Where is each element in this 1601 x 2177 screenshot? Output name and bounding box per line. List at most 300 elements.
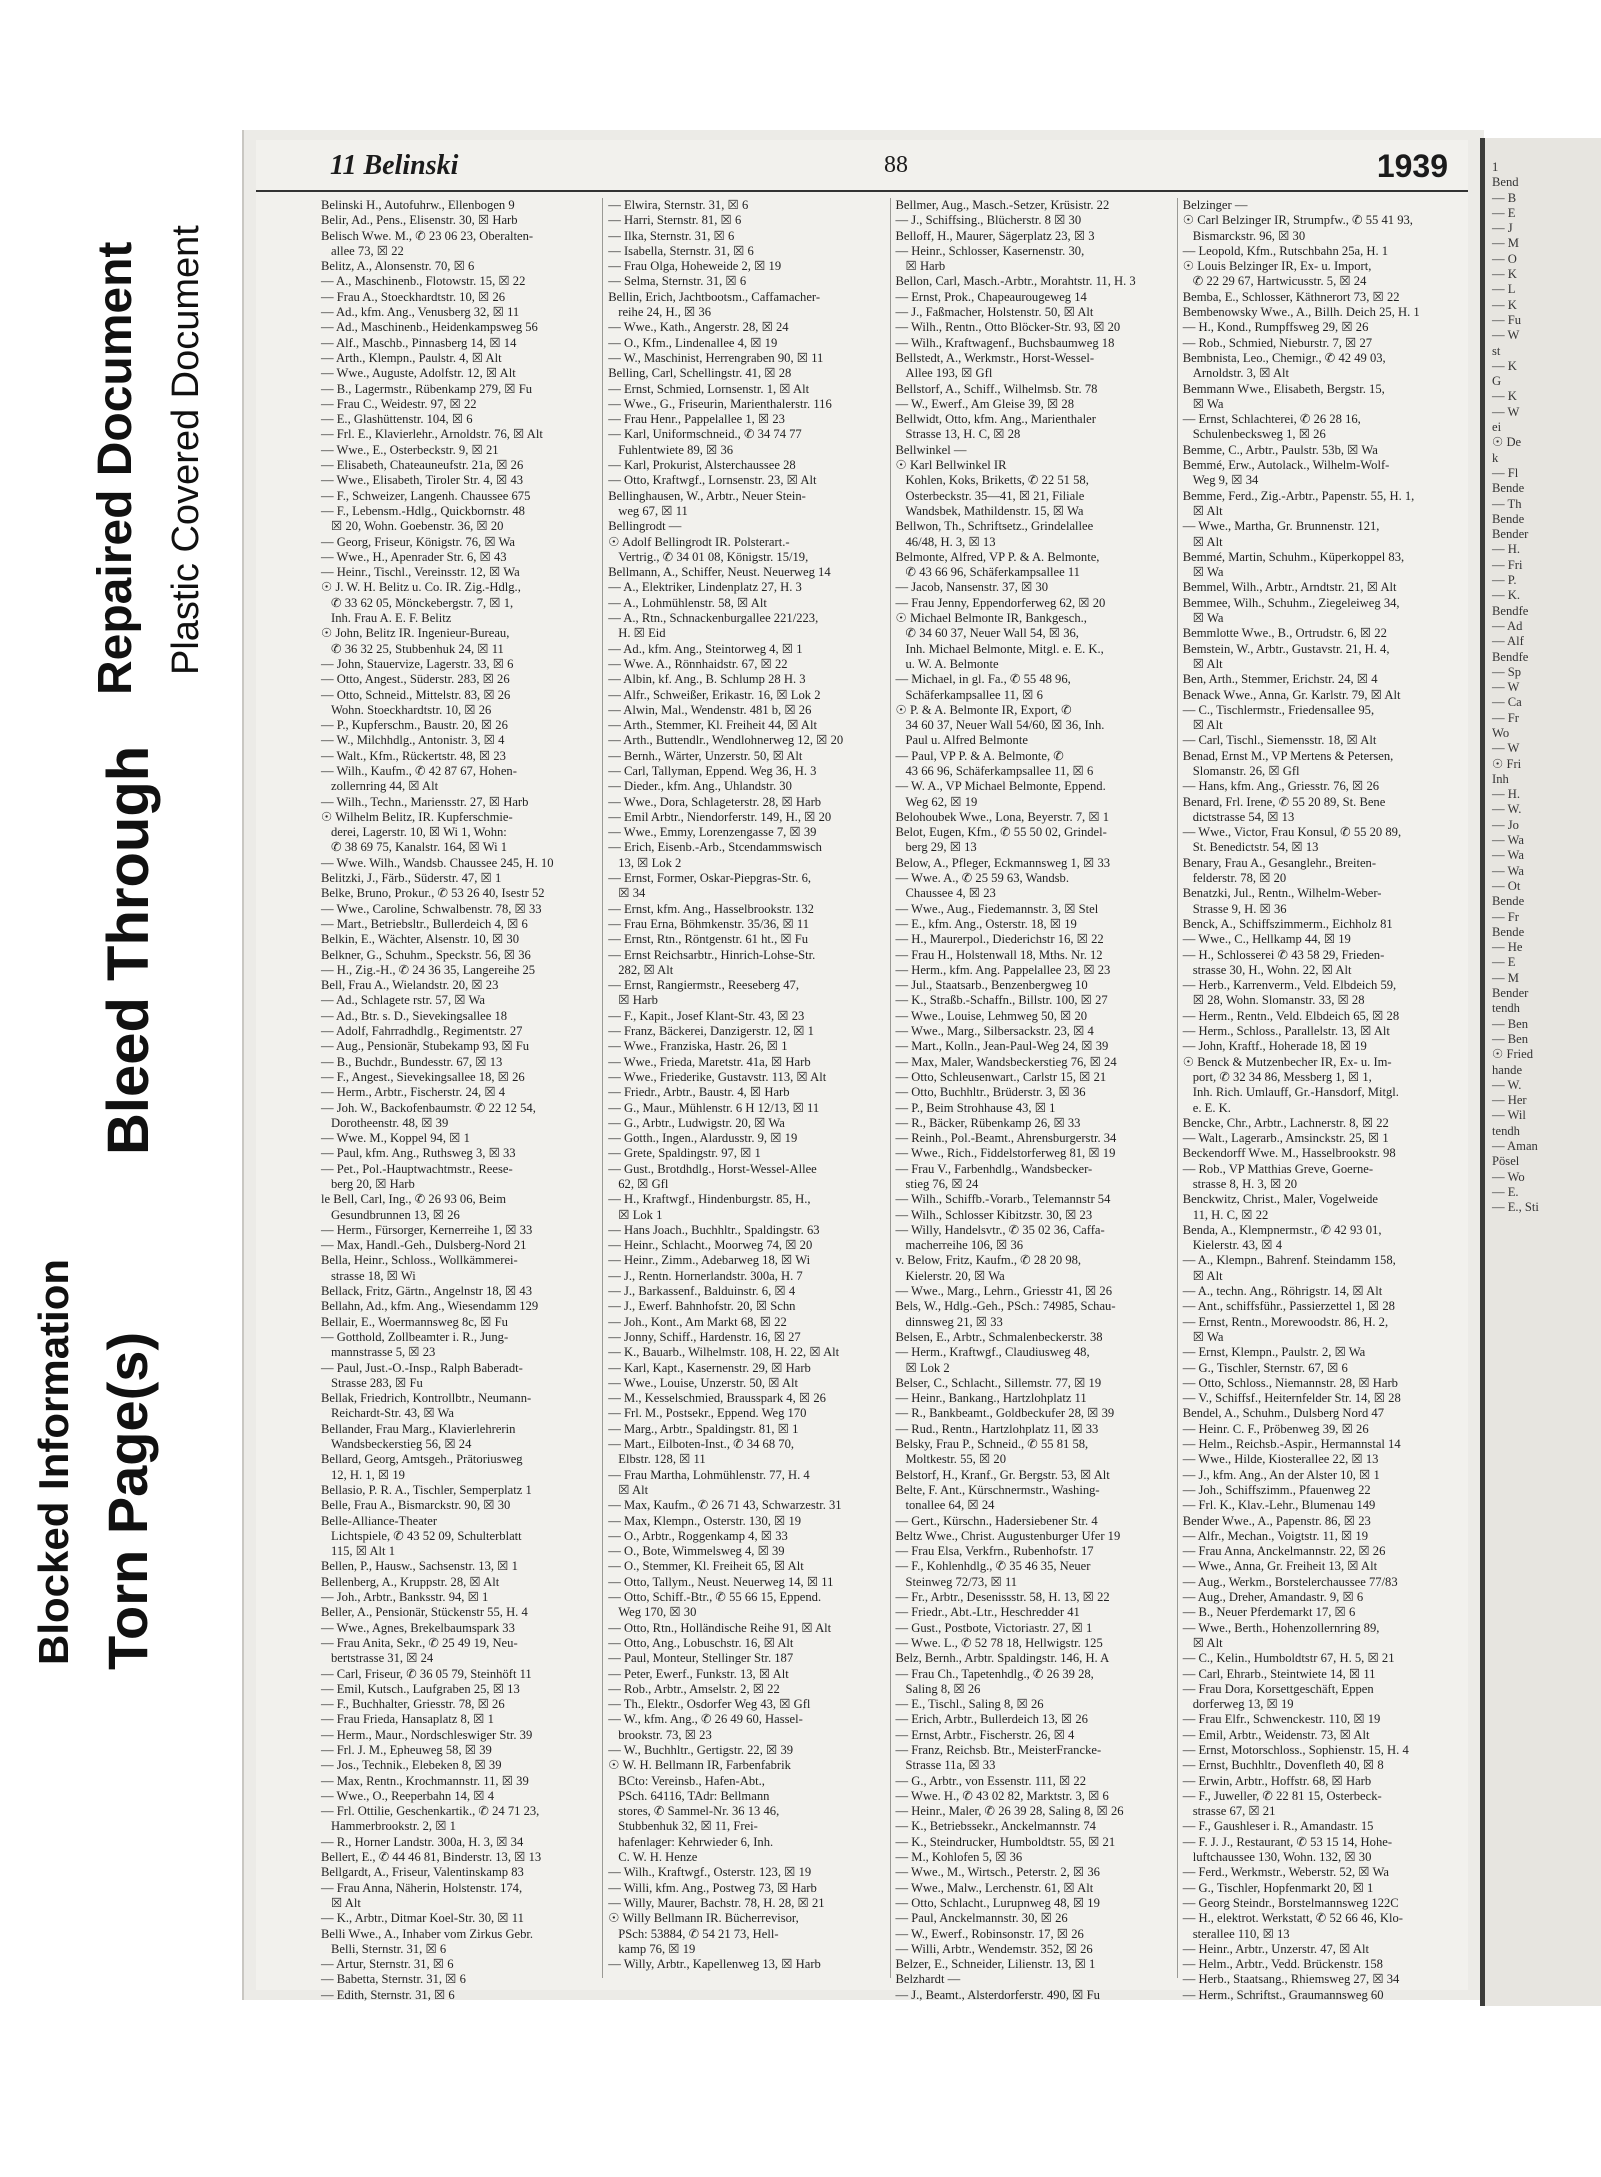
directory-entry-line: mannstrasse 5, ☒ 23 [331, 1345, 436, 1360]
adjacent-page-fragment: — Aman [1492, 1139, 1538, 1153]
directory-entry-line: Benack Wwe., Anna, Gr. Karlstr. 79, ☒ Alt [1182, 687, 1401, 702]
directory-entry-line: — Wwe., Malw., Lerchenstr. 61, ☒ Alt [895, 1880, 1094, 1895]
page-number: 88 [884, 152, 908, 178]
directory-entry-line: — Max, Handl.-Geh., Dulsberg-Nord 21 [321, 1238, 527, 1253]
directory-entry-line: — Gotthold, Zollbeamter i. R., Jung- [321, 1329, 509, 1344]
directory-entry-line: Belinski H., Autofuhrw., Ellenbogen 9 [321, 198, 515, 212]
column-4 [1178, 198, 1464, 2002]
directory-entry-line: Belke, Bruno, Prokur., ✆ 53 26 40, Isestr 52 [321, 886, 545, 901]
directory-entry-line: Bellard, Georg, Amtsgeh., Prätoriusweg [321, 1452, 523, 1467]
directory-entry-line: ☒ Lok 2 [905, 1360, 950, 1375]
directory-entry-line: bertstrasse 31, ☒ 24 [331, 1651, 434, 1666]
directory-entry-line: Moltkestr. 55, ☒ 20 [905, 1452, 1006, 1467]
directory-entry-line: — P., Beim Strohhause 43, ☒ 1 [895, 1100, 1056, 1115]
directory-entry-line: — Wwe. A., ✆ 25 59 63, Wandsb. [895, 871, 1069, 886]
directory-entry-line: — Aug., Pensionär, Stubekamp 93, ☒ Fu [321, 1039, 530, 1054]
directory-entry-line: — Wilh., Schiffb.-Vorarb., Telemannstr 54 [895, 1192, 1111, 1207]
directory-entry-line: weg 67, ☒ 11 [618, 503, 688, 518]
adjacent-page-fragment: — K [1492, 389, 1517, 404]
directory-entry-line: ☒ Alt [1192, 503, 1223, 518]
directory-entry-line: — Th., Elektr., Osdorfer Weg 43, ☒ Gfl [608, 1697, 811, 1712]
directory-entry-line: stieg 76, ☒ 24 [905, 1177, 979, 1191]
directory-entry-line: — K., Bauarb., Wilhelmstr. 108, H. 22, ☒ Alt [608, 1345, 840, 1360]
directory-entry-line: — Heinr., Arbtr., Unzerstr. 47, ☒ Alt [1182, 1941, 1369, 1956]
directory-entry-line: — Jul., Staatsarb., Benzenbergweg 10 [895, 978, 1088, 993]
directory-entry-line: — Herm., Maur., Nordschleswiger Str. 39 [321, 1727, 533, 1742]
directory-entry-line: 62, ☒ Gfl [618, 1177, 669, 1191]
directory-entry-line: Belli Wwe., A., Inhaber vom Zirkus Gebr. [321, 1926, 534, 1941]
directory-entry-line: Belitzki, J., Färb., Süderstr. 47, ☒ 1 [321, 871, 502, 886]
directory-entry-line: ☒ 20, Wohn. Goebenstr. 36, ☒ 20 [331, 519, 504, 534]
directory-entry-line: Paul u. Alfred Belmonte [905, 733, 1028, 748]
directory-entry-line: Belkin, E., Wächter, Alsenstr. 10, ☒ 30 [321, 932, 520, 947]
directory-entry-line: Bemmé, Erw., Autolack., Wilhelm-Wolf- [1182, 458, 1390, 473]
directory-entry-line: Chaussee 4, ☒ 23 [905, 886, 996, 901]
directory-entry-line: — Frau A., Stoeckhardtstr. 10, ☒ 26 [321, 289, 506, 304]
directory-entry-line: Wandsbek, Mathildenstr. 15, ☒ Wa [905, 503, 1084, 518]
adjacent-page-fragment: — L [1492, 282, 1516, 297]
directory-entry-line: — Wwe., Anna, Gr. Freiheit 13, ☒ Alt [1182, 1559, 1378, 1574]
adjacent-page-fragment: hande [1492, 1062, 1523, 1077]
adjacent-page-fragment: — P. [1492, 573, 1517, 588]
directory-entry-line: ☉ Carl Belzinger IR, Strumpfw., ✆ 55 41 93, [1182, 213, 1413, 228]
directory-entry-line: — A., Rtn., Schnackenburgallee 221/223, [608, 611, 819, 626]
adjacent-page-fragment: — E [1492, 955, 1516, 970]
adjacent-page-fragment: — Fr [1492, 909, 1519, 924]
directory-entry-line: Belloff, H., Maurer, Sägerplatz 23, ☒ 3 [895, 228, 1095, 243]
directory-entry-line: — Wwe., Caroline, Schwalbenstr. 78, ☒ 33 [321, 901, 542, 916]
directory-entry-line: — Ad., kfm. Ang., Steintorweg 4, ☒ 1 [608, 641, 803, 656]
directory-entry-line: — Jos., Technik., Elebeken 8, ☒ 39 [321, 1758, 502, 1773]
directory-entry-line: sterallee 110, ☒ 13 [1192, 1926, 1290, 1941]
directory-entry-line: — R., Horner Landstr. 300a, H. 3, ☒ 34 [321, 1834, 524, 1849]
directory-entry-line: Strasse 11a, ☒ 33 [905, 1758, 996, 1773]
directory-entry-line: — O., Bote, Wimmelsweg 4, ☒ 39 [608, 1544, 785, 1559]
directory-entry-line: — G., Tischler, Sternstr. 67, ☒ 6 [1182, 1360, 1348, 1375]
directory-entry-line: — Hans, kfm. Ang., Griesstr. 76, ☒ 26 [1182, 779, 1380, 794]
directory-entry-line: — J., Schiffsing., Blücherstr. 8 ☒ 30 [895, 213, 1082, 228]
directory-entry-line: — Otto, Buchhltr., Brüderstr. 3, ☒ 36 [895, 1085, 1086, 1100]
adjacent-page-fragment: — Ben [1492, 1031, 1529, 1046]
directory-entry-line: Dorotheenstr. 48, ☒ 39 [331, 1115, 449, 1130]
directory-entry-line: ☒ Wa [1192, 396, 1224, 411]
directory-entry-line: Belle, Frau A., Bismarckstr. 90, ☒ 30 [321, 1498, 511, 1513]
directory-entry-line: le Bell, Carl, Ing., ✆ 26 93 06, Beim [321, 1192, 507, 1207]
directory-entry-line: — B., Buchdr., Bundesstr. 67, ☒ 13 [321, 1054, 503, 1069]
directory-entry-line: — Herm., Kraftwgf., Claudiusweg 48, [895, 1345, 1090, 1360]
directory-entry-line: — E., Tischl., Saling 8, ☒ 26 [895, 1697, 1044, 1712]
directory-entry-line: Benary, Frau A., Gesanglehr., Breiten- [1182, 855, 1377, 870]
directory-entry-line: — Ernst, Motorschloss., Sophienstr. 15, H. 4 [1182, 1742, 1409, 1757]
directory-entry-line: 115, ☒ Alt 1 [331, 1544, 396, 1559]
directory-entry-line: Hammerbrookstr. 2, ☒ 1 [331, 1819, 456, 1834]
directory-entry-line: Bellstedt, A., Werkmstr., Horst-Wessel- [895, 350, 1095, 365]
directory-entry-line: ☉ Adolf Bellingrodt IR. Polsterart.- [608, 534, 790, 549]
directory-entry-line: St. Benedictstr. 54, ☒ 13 [1192, 840, 1319, 855]
directory-entry-line: — Max, Kaufm., ✆ 26 71 43, Schwarzestr. 31 [608, 1498, 842, 1513]
directory-entry-line: Inh. Michael Belmonte, Mitgl. e. E. K., [905, 641, 1104, 656]
directory-entry-line: Bellmer, Aug., Masch.-Setzer, Krüsistr. 22 [895, 198, 1110, 212]
directory-entry-line: — F. J. J., Restaurant, ✆ 53 15 14, Hohe- [1182, 1834, 1393, 1849]
directory-entry-line: allee 73, ☒ 22 [331, 243, 404, 258]
directory-entry-line: ✆ 36 32 25, Stubbenhuk 24, ☒ 11 [331, 641, 504, 656]
directory-entry-line: — Heinr., Tischl., Vereinsstr. 12, ☒ Wa [321, 565, 520, 580]
directory-entry-line: — Frau Elsa, Verkfrn., Rubenhofstr. 17 [895, 1544, 1094, 1559]
directory-entry-line: — Aug., Werkm., Borstelerchaussee 77/83 [1182, 1574, 1398, 1589]
adjacent-page-fragment: — He [1492, 940, 1523, 955]
directory-entry-line: — F., Kapit., Josef Klant-Str. 43, ☒ 23 [608, 1008, 805, 1023]
directory-entry-line: — Walt., Kfm., Rückertstr. 48, ☒ 23 [321, 748, 506, 763]
directory-entry-line: 13, ☒ Lok 2 [618, 855, 682, 870]
directory-entry-line: — Wwe. A., Rönnhaidstr. 67, ☒ 22 [608, 656, 788, 671]
directory-entry-line: — Herm., Fürsorger, Kernerreihe 1, ☒ 33 [321, 1222, 533, 1237]
directory-entry-line: Belsky, Frau P., Schneid., ✆ 55 81 58, [895, 1437, 1089, 1452]
directory-entry-line: — Emil, Kutsch., Laufgraben 25, ☒ 13 [321, 1681, 520, 1696]
directory-entry-line: — Wwe., Hilde, Kiosterallee 22, ☒ 13 [1182, 1452, 1379, 1467]
directory-entry-line: — Reinh., Pol.-Beamt., Ahrensburgerstr. 34 [895, 1131, 1117, 1146]
directory-entry-line: — O., Arbtr., Roggenkamp 4, ☒ 33 [608, 1528, 788, 1543]
directory-entry-line: PSch: 53884, ✆ 54 21 73, Hell- [618, 1926, 779, 1941]
directory-entry-line: — Frau Ch., Tapetenhdlg., ✆ 26 39 28, [895, 1666, 1094, 1681]
directory-entry-line: — J., Barkassenf., Balduinstr. 6, ☒ 4 [608, 1284, 796, 1299]
directory-entry-line: ☉ W. H. Bellmann IR, Farbenfabrik [608, 1758, 791, 1773]
directory-entry-line: — Willi, kfm. Ang., Postweg 73, ☒ Harb [608, 1880, 817, 1895]
directory-entry-line: — A., techn. Ang., Röhrigstr. 14, ☒ Alt [1182, 1284, 1383, 1299]
directory-entry-line: — Frau C., Weidestr. 97, ☒ 22 [321, 396, 477, 411]
adjacent-page-fragment: — Ben [1492, 1016, 1529, 1031]
adjacent-page-fragment: Pösel [1492, 1154, 1520, 1169]
directory-entry-line: — H., Schlosserei ✆ 43 58 29, Frieden- [1182, 947, 1385, 962]
directory-entry-line: ☉ John, Belitz IR. Ingenieur-Bureau, [321, 626, 510, 641]
directory-entry-line: Belli, Sternstr. 31, ☒ 6 [331, 1941, 447, 1956]
directory-entry-line: Bellander, Frau Marg., Klavierlehrerin [321, 1421, 516, 1436]
directory-entry-line: — Helm., Arbtr., Vedd. Brückenstr. 158 [1182, 1957, 1383, 1972]
directory-entry-line: Belsen, E., Arbtr., Schmalenbeckerstr. 38 [895, 1329, 1103, 1344]
directory-entry-line: — Arth., Buttendlr., Wendlohnerweg 12, ☒ 20 [608, 733, 844, 748]
directory-entry-line: Bellak, Friedrich, Kontrollbtr., Neumann- [321, 1391, 532, 1406]
directory-entry-line: — J., Faßmacher, Holstenstr. 50, ☒ Alt [895, 305, 1094, 320]
directory-entry-line: Bemme, Ferd., Zig.-Arbtr., Papenstr. 55, H. 1, [1182, 488, 1415, 503]
directory-entry-line: — W., Ewerf., Am Gleise 39, ☒ 28 [895, 396, 1074, 411]
adjacent-page-fragment: Bende [1492, 924, 1525, 939]
directory-entry-line: — Peter, Ewerf., Funkstr. 13, ☒ Alt [608, 1666, 789, 1681]
directory-entry-line: ☉ Willy Bellmann IR. Bücherrevisor, [608, 1911, 799, 1926]
directory-entry-line: — Ant., schiffsführ., Passierzettel 1, ☒ 28 [1182, 1299, 1395, 1314]
directory-entry-line: luftchaussee 130, Wohn. 132, ☒ 30 [1192, 1850, 1372, 1865]
directory-entry-line: Belstorf, H., Kranf., Gr. Bergstr. 53, ☒ Alt [895, 1467, 1110, 1482]
directory-entry-line: ☒ Harb [618, 993, 658, 1008]
directory-entry-line: — Jonny, Schiff., Hardenstr. 16, ☒ 27 [608, 1329, 801, 1344]
directory-entry-line: — H., Kraftwgf., Hindenburgstr. 85, H., [608, 1192, 811, 1207]
directory-entry-line: — Carl, Friseur, ✆ 36 05 79, Steinhöft 11 [321, 1666, 532, 1681]
directory-entry-line: — R., Bankbeamt., Goldbeckufer 28, ☒ 39 [895, 1406, 1115, 1421]
directory-entry-line: — Wwe., Auguste, Adolfstr. 12, ☒ Alt [321, 366, 516, 381]
directory-entry-line: — Wwe., Victor, Frau Konsul, ✆ 55 20 89, [1182, 825, 1402, 840]
directory-entry-line: ☒ Alt [1192, 718, 1223, 733]
directory-entry-line: — Herm., Rentn., Veld. Elbdeich 65, ☒ 28 [1182, 1008, 1400, 1023]
directory-entry-line: — Wwe., Aug., Fiedemannstr. 3, ☒ Stel [895, 901, 1099, 916]
adjacent-page-fragment: ☉ De [1492, 435, 1522, 450]
directory-entry-line: — Wilh., Kaufm., ✆ 42 87 67, Hohen- [321, 763, 517, 778]
directory-entry-line: Bellin, Erich, Jachtbootsm., Caffamacher- [608, 289, 821, 304]
adjacent-page-fragment: — M [1492, 236, 1519, 251]
directory-entry-line: ☒ Alt [1192, 1635, 1223, 1650]
directory-entry-line: — Wwe. M., Koppel 94, ☒ 1 [321, 1131, 470, 1146]
directory-entry-line: Bender Wwe., A., Papenstr. 86, ☒ 23 [1182, 1513, 1371, 1528]
directory-entry-line: — Willy, Maurer, Bachstr. 78, H. 28, ☒ 21 [608, 1895, 825, 1910]
directory-entry-line: ☉ Karl Bellwinkel IR [895, 458, 1007, 473]
directory-entry-line: — W., Ewerf., Robinsonstr. 17, ☒ 26 [895, 1926, 1084, 1941]
directory-entry-line: — Paul, Anckelmannstr. 30, ☒ 26 [895, 1911, 1068, 1926]
directory-entry-line: u. W. A. Belmonte [905, 656, 999, 671]
directory-entry-line: — Wwe., Frieda, Maretstr. 41a, ☒ Harb [608, 1054, 811, 1069]
directory-entry-line: ☉ J. W. H. Belitz u. Co. IR. Zig.-Hdlg., [321, 580, 521, 595]
directory-entry-line: — Elwira, Sternstr. 31, ☒ 6 [608, 198, 749, 212]
directory-entry-line: — B., Lagermstr., Rübenkamp 279, ☒ Fu [321, 381, 533, 396]
directory-entry-line: — R., Bäcker, Rübenkamp 26, ☒ 33 [895, 1115, 1081, 1130]
directory-entry-line: — Herm., Arbtr., Fischerstr. 24, ☒ 4 [321, 1085, 506, 1100]
directory-entry-line: — Ilka, Sternstr. 31, ☒ 6 [608, 228, 735, 243]
directory-entry-line: Arnoldstr. 3, ☒ Alt [1192, 366, 1290, 381]
directory-entry-line: — Wwe., Louise, Lehmweg 50, ☒ 20 [895, 1008, 1088, 1023]
directory-entry-line: Benard, Frl. Irene, ✆ 55 20 89, St. Bene [1182, 794, 1386, 809]
directory-entry-line: — G., Arbtr., von Essenstr. 111, ☒ 22 [895, 1773, 1087, 1788]
directory-entry-line: strasse 8, H. 3, ☒ 20 [1192, 1177, 1298, 1191]
directory-entry-line: — Wwe., Emmy, Lorenzengasse 7, ☒ 39 [608, 825, 817, 840]
adjacent-page-fragment: Bender [1492, 986, 1529, 1001]
directory-entry-line: ☒ Alt [618, 1482, 649, 1497]
directory-entry-line: Belz, Bernh., Arbtr. Spaldingstr. 146, H. A [895, 1651, 1110, 1666]
adjacent-page-fragment: Bende [1492, 894, 1525, 909]
directory-entry-line: port, ✆ 32 34 86, Messberg 1, ☒ 1, [1192, 1069, 1372, 1084]
directory-entry-line: — M., Kesselschmied, Brausspark 4, ☒ 26 [608, 1391, 826, 1406]
directory-entry-line: macherreihe 106, ☒ 36 [905, 1238, 1024, 1253]
directory-entry-line: — Wwe., E., Osterbeckstr. 9, ☒ 21 [321, 442, 499, 457]
directory-entry-line: — Carl, Tischl., Siemensstr. 18, ☒ Alt [1182, 733, 1377, 748]
directory-entry-line: e. E. K. [1192, 1100, 1231, 1115]
directory-entry-line: — Ernst, Buchhltr., Dovenfleth 40, ☒ 8 [1182, 1758, 1384, 1773]
directory-entry-line: Bellwidt, Otto, kfm. Ang., Marienthaler [895, 412, 1096, 427]
adjacent-page-fragment: — W [1492, 404, 1520, 419]
directory-entry-line: — Frau Anna, Anckelmannstr. 22, ☒ 26 [1182, 1544, 1386, 1559]
directory-entry-line: — Aug., Dreher, Amandastr. 9, ☒ 6 [1182, 1590, 1364, 1605]
directory-entry-line: Weg 62, ☒ 19 [905, 794, 978, 809]
directory-entry-line: Inh. Rich. Umlauff, Gr.-Hansdorf, Mitgl. [1192, 1085, 1399, 1100]
directory-entry-line: PSch. 64116, TAdr: Bellmann [618, 1788, 770, 1803]
adjacent-page-fragment: — Wa [1492, 848, 1524, 863]
directory-entry-line: — Rob., Arbtr., Amselstr. 2, ☒ 22 [608, 1681, 780, 1696]
running-head: 11 Belinski [330, 150, 459, 181]
adjacent-page-fragment: tendh [1492, 1123, 1520, 1138]
directory-entry-line: Bemmee, Wilh., Schuhm., Ziegeleiweg 34, [1182, 595, 1400, 610]
directory-entry-line: Bellen, P., Hausw., Sachsenstr. 13, ☒ 1 [321, 1559, 518, 1574]
directory-entry-line: ☒ Wa [1192, 611, 1224, 626]
adjacent-page-fragment: 1 [1492, 160, 1499, 174]
directory-entry-line: — Erich, Eisenb.-Arb., Stcendammswisch [608, 840, 822, 855]
directory-entry-line: Belitz, A., Alonsenstr. 70, ☒ 6 [321, 259, 475, 274]
directory-entry-line: Belser, C., Schlacht., Sillemstr. 77, ☒ 19 [895, 1375, 1102, 1390]
directory-entry-line: Benck, A., Schiffszimmerm., Eichholz 81 [1182, 916, 1393, 931]
page-header [256, 140, 1468, 192]
directory-entry-line: — W., Buchhltr., Gertigstr. 22, ☒ 39 [608, 1742, 794, 1757]
directory-entry-line: ☒ Alt [1192, 1268, 1223, 1283]
bleed-through-stamp: Bleed Through [96, 745, 161, 1155]
directory-entry-line: ☒ 28, Wohn. Slomanstr. 33, ☒ 28 [1192, 993, 1365, 1008]
directory-page [256, 140, 1468, 2002]
adjacent-page-fragment: — Ca [1492, 695, 1522, 710]
directory-entry-line: Beller, A., Pensionär, Stückenstr 55, H. 4 [321, 1605, 528, 1620]
directory-entry-line: — Fr., Arbtr., Desenissstr. 58, H. 13, ☒ 22 [895, 1590, 1110, 1605]
directory-entry-line: — A., Klempn., Bahrenf. Steindamm 158, [1182, 1253, 1396, 1268]
directory-entry-line: Osterbeckstr. 35—41, ☒ 21, Filiale [905, 488, 1085, 503]
year-label: 1939 [1376, 148, 1448, 184]
directory-entry-line: — Frl. J. M., Epheuweg 58, ☒ 39 [321, 1742, 492, 1757]
directory-entry-line: Wandsbeckerstieg 56, ☒ 24 [331, 1437, 472, 1452]
adjacent-page-fragment: — Ad [1492, 618, 1523, 633]
directory-entry-line: Strasse 283, ☒ Fu [331, 1375, 423, 1390]
directory-entry-line: — Max, Maler, Wandsbeckerstieg 76, ☒ 24 [895, 1054, 1117, 1069]
directory-entry-line: — Wwe., Rich., Fiddelstorferweg 81, ☒ 19 [895, 1146, 1116, 1161]
directory-entry-line: — Alfr., Mechan., Voigtstr. 11, ☒ 19 [1182, 1528, 1369, 1543]
directory-entry-line: — K., Steindrucker, Humboldtstr. 55, ☒ 21 [895, 1834, 1116, 1849]
directory-entry-line: — Ernst, Rtn., Röntgenstr. 61 ht., ☒ Fu [608, 932, 809, 947]
directory-entry-line: — W., kfm. Ang., ✆ 26 49 60, Hassel- [608, 1712, 803, 1727]
directory-entry-line: — Hans Joach., Buchhltr., Spaldingstr. 63 [608, 1222, 820, 1237]
directory-entry-line: — Paul, VP P. & A. Belmonte, ✆ [895, 748, 1064, 763]
directory-entry-line: Strasse 13, H. C, ☒ 28 [905, 427, 1021, 442]
directory-entry-line: zollernring 44, ☒ Alt [331, 779, 439, 794]
directory-entry-line: — Herm., Schloss., Parallelstr. 13, ☒ Alt [1182, 1024, 1390, 1039]
directory-entry-line: — H., Zig.-H., ✆ 24 36 35, Langereihe 25 [321, 962, 536, 977]
directory-entry-line: — J., Rentn. Hornerlandstr. 300a, H. 7 [608, 1268, 803, 1283]
directory-entry-line: ☒ Alt [1192, 534, 1223, 549]
adjacent-page-text [1492, 160, 1600, 1215]
directory-entry-line: — F., Gaushleser i. R., Amandastr. 15 [1182, 1819, 1374, 1834]
directory-entry-line: — F., Juweller, ✆ 22 81 15, Osterbeck- [1182, 1788, 1382, 1803]
adjacent-page-fragment: — J [1492, 221, 1513, 236]
directory-entry-line: — F., Schweizer, Langenh. Chaussee 675 [321, 488, 531, 503]
adjacent-page-fragment: — Ot [1492, 878, 1521, 893]
directory-entry-line: — Wwe., Elisabeth, Tiroler Str. 4, ☒ 43 [321, 473, 524, 488]
directory-entry-line: — Max, Klempn., Osterstr. 130, ☒ 19 [608, 1513, 802, 1528]
directory-entry-line: — Heinr., Schlacht., Moorweg 74, ☒ 20 [608, 1238, 813, 1253]
directory-entry-line: — Frl. E., Klavierlehr., Arnoldstr. 76, ☒ Alt [321, 427, 543, 442]
directory-entry-line: Belling, Carl, Schellingstr. 41, ☒ 28 [608, 366, 792, 381]
directory-entry-line: — Frl. K., Klav.-Lehr., Blumenau 149 [1182, 1498, 1376, 1513]
directory-entry-line: — Wwe., Kath., Angerstr. 28, ☒ 24 [608, 320, 789, 335]
adjacent-page-fragment: — Jo [1492, 817, 1519, 832]
adjacent-page-fragment: Bend [1492, 175, 1519, 190]
directory-entry-line: Bembenowsky Wwe., A., Billh. Deich 25, H. 1 [1182, 305, 1420, 320]
adjacent-page-fragment: — Her [1492, 1093, 1527, 1108]
directory-entry-line: — Frl. Ottilie, Geschenkartik., ✆ 24 71 23, [321, 1804, 540, 1819]
directory-entry-line: Bellwon, Th., Schriftsetz., Grindelallee [895, 519, 1094, 534]
directory-entry-line: Bellmann, A., Schiffer, Neust. Neuerweg 14 [608, 565, 831, 580]
directory-entry-line: — Erwin, Arbtr., Hoffstr. 68, ☒ Harb [1182, 1773, 1372, 1788]
directory-entry-line: 46/48, H. 3, ☒ 13 [905, 534, 996, 549]
directory-entry-line: Belohoubek Wwe., Lona, Beyerstr. 7, ☒ 1 [895, 809, 1110, 824]
directory-entry-line: 34 60 37, Neuer Wall 54/60, ☒ 36, Inh. [905, 718, 1105, 733]
adjacent-page-fragment: — Sp [1492, 664, 1522, 679]
directory-entry-line: — H., elektrot. Werkstatt, ✆ 52 66 46, Klo- [1182, 1911, 1403, 1926]
directory-entry-line: — Emil Arbtr., Niendorferstr. 149, H., ☒ 20 [608, 809, 832, 824]
directory-entry-line: — Walt., Lagerarb., Amsinckstr. 25, ☒ 1 [1182, 1131, 1389, 1146]
directory-entry-line: — Herb., Karrenverm., Veld. Elbdeich 59, [1182, 978, 1397, 993]
directory-entry-line: reihe 24, H., ☒ 36 [618, 305, 712, 320]
directory-entry-line: — F., Angest., Sievekingsallee 18, ☒ 26 [321, 1069, 525, 1084]
directory-entry-line: — Frau Martha, Lohmühlenstr. 77, H. 4 [608, 1467, 810, 1482]
directory-entry-line: — Otto, Schneid., Mittelstr. 83, ☒ 26 [321, 687, 511, 702]
directory-entry-line: 43 66 96, Schäferkampsallee 11, ☒ 6 [905, 763, 1094, 778]
directory-entry-line: C. W. H. Henze [618, 1850, 698, 1865]
torn-pages-stamp: Torn Page(s) [96, 1331, 159, 1670]
directory-entry-line: Belir, Ad., Pens., Elisenstr. 30, ☒ Harb [321, 213, 518, 228]
directory-entry-line: — Joh. W., Backofenbaumstr. ✆ 22 12 54, [321, 1100, 536, 1115]
directory-entry-line: Bella, Heinr., Schloss., Wollkämmerei- [321, 1253, 518, 1268]
adjacent-page-fragment: — Fri [1492, 557, 1523, 572]
directory-entry-line: Fuhlentwiete 89, ☒ 36 [618, 442, 734, 457]
directory-entry-line: Bemstein, W., Arbtr., Gustavstr. 21, H. 4, [1182, 641, 1390, 656]
directory-entry-line: Beltz Wwe., Christ. Augustenburger Ufer 19 [895, 1528, 1121, 1543]
adjacent-page-fragment: k [1492, 450, 1499, 465]
directory-entry-line: — Wwe., Marg., Lehrn., Griesstr 41, ☒ 26 [895, 1284, 1112, 1299]
directory-entry-line: Below, A., Pfleger, Eckmannsweg 1, ☒ 33 [895, 855, 1111, 870]
directory-entry-line: Ben, Arth., Stemmer, Erichstr. 24, ☒ 4 [1182, 672, 1378, 687]
directory-entry-line: — Mart., Betriebsltr., Bullerdeich 4, ☒ 6 [321, 916, 528, 931]
directory-entry-line: Kielerstr. 43, ☒ 4 [1192, 1238, 1283, 1253]
directory-entry-line: — Artur, Sternstr. 31, ☒ 6 [321, 1957, 454, 1972]
directory-entry-line: — O., Stemmer, Kl. Freiheit 65, ☒ Alt [608, 1559, 804, 1574]
directory-entry-line: — Babetta, Sternstr. 31, ☒ 6 [321, 1972, 466, 1987]
directory-entry-line: Belmonte, Alfred, VP P. & A. Belmonte, [895, 549, 1100, 564]
directory-entry-line: Bemmlotte Wwe., B., Ortrudstr. 6, ☒ 22 [1182, 626, 1387, 641]
directory-entry-line: — Gert., Kürschn., Hadersiebener Str. 4 [895, 1513, 1098, 1528]
directory-entry-line: — J., kfm. Ang., An der Alster 10, ☒ 1 [1182, 1467, 1380, 1482]
column-1 [316, 198, 603, 2002]
column-3 [891, 198, 1178, 2002]
directory-entry-line: — K., Betriebssekr., Anckelmannstr. 74 [895, 1819, 1096, 1834]
directory-entry-line: ☉ Benck & Mutzenbecher IR, Ex- u. Im- [1182, 1054, 1392, 1069]
directory-entry-line: ☒ Wa [1192, 1329, 1224, 1344]
directory-entry-line: — Wilh., Techn., Mariensstr. 27, ☒ Harb [321, 794, 529, 809]
directory-entry-line: — Dieder., kfm. Ang., Uhlandstr. 30 [608, 779, 792, 794]
directory-entry-line: Beckendorff Wwe. M., Hasselbrookstr. 98 [1182, 1146, 1396, 1161]
directory-entry-line: — Georg Steindr., Borstelmannsweg 122C [1182, 1895, 1399, 1910]
directory-entry-line: — G., Tischler, Hopfenmarkt 20, ☒ 1 [1182, 1880, 1374, 1895]
book-binding [1480, 138, 1485, 2006]
directory-entry-line: Bellahn, Ad., kfm. Ang., Wiesendamm 129 [321, 1299, 539, 1314]
directory-entry-line: Bellinghausen, W., Arbtr., Neuer Stein- [608, 488, 806, 503]
directory-entry-line: — Ernst, kfm. Ang., Hasselbrookstr. 132 [608, 901, 814, 916]
directory-entry-line: — V., Schiffsf., Heiternfelder Str. 14, ☒ 28 [1182, 1391, 1401, 1406]
adjacent-page-fragment: — E. [1492, 1184, 1519, 1199]
directory-entry-line: Bellwinkel — [895, 442, 967, 457]
directory-entry-line: Bemme, C., Arbtr., Paulstr. 53b, ☒ Wa [1182, 442, 1378, 457]
directory-entry-line: — Wwe., Marg., Silbersackstr. 23, ☒ 4 [895, 1024, 1094, 1039]
directory-entry-line: — O., Kfm., Lindenallee 4, ☒ 19 [608, 335, 778, 350]
directory-entry-line: — Alfr., Schweißer, Erikastr. 16, ☒ Lok 2 [608, 687, 821, 702]
directory-entry-line: — Paul, kfm. Ang., Ruthsweg 3, ☒ 33 [321, 1146, 516, 1161]
directory-entry-line: 12, H. 1, ☒ 19 [331, 1467, 405, 1482]
adjacent-page-fragment: — Fl [1492, 465, 1519, 480]
directory-entry-line: — Alwin, Mal., Wendenstr. 481 b, ☒ 26 [608, 702, 812, 717]
directory-entry-line: stores, ✆ Sammel-Nr. 36 13 46, [618, 1804, 780, 1819]
directory-entry-line: Belle-Alliance-Theater [321, 1513, 438, 1528]
directory-entry-line: — Frau Olga, Hoheweide 2, ☒ 19 [608, 259, 782, 274]
directory-entry-line: — A., Lohmühlenstr. 58, ☒ Alt [608, 595, 767, 610]
directory-entry-line: ☒ Alt [331, 1895, 361, 1910]
directory-entry-line: — Grete, Spaldingstr. 97, ☒ 1 [608, 1146, 761, 1161]
